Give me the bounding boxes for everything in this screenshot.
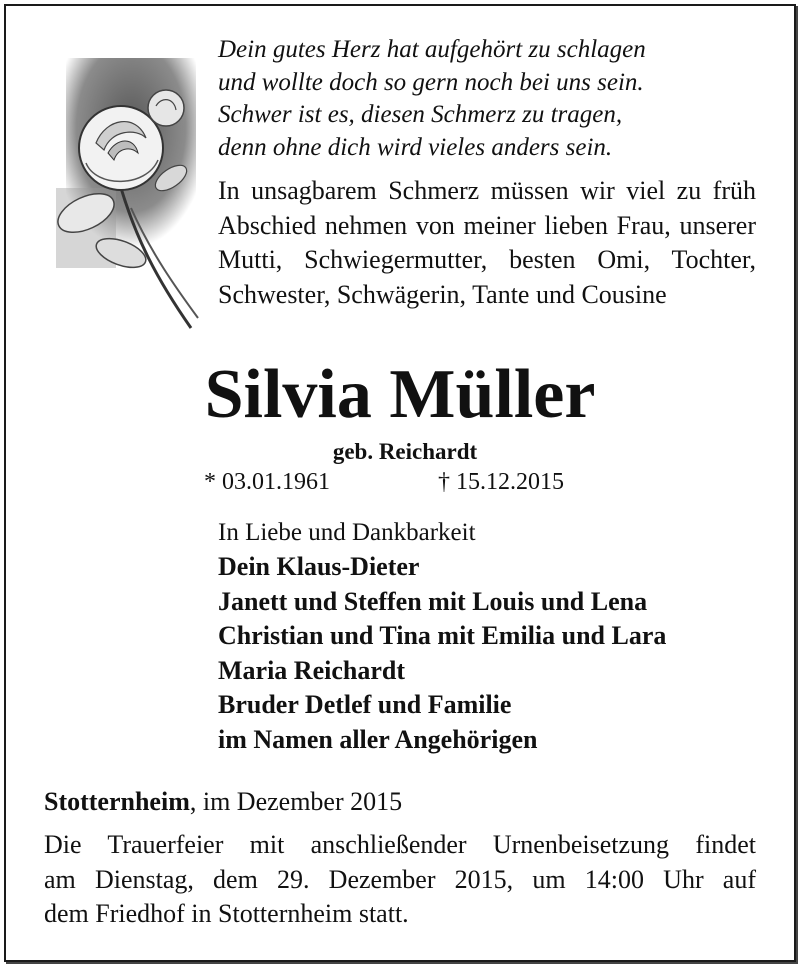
poem-line: und wollte doch so gern noch bei uns sein. (218, 68, 644, 96)
poem-line: denn ohne dich wird vieles anders sein. (218, 133, 613, 161)
service-line: Die Trauerfeier mit anschließender Urnenbeisetzung findet (44, 830, 756, 859)
service-line: am Dienstag, dem 29. Dezember 2015, um 14:00 Uhr auf (44, 864, 756, 894)
birth-date: * 03.01.1961 (204, 469, 330, 495)
mourner-line: Dein Klaus-Dieter (218, 552, 420, 581)
mourner-line: im Namen aller Angehörigen (218, 724, 538, 754)
poem (218, 34, 778, 164)
place-date (44, 786, 402, 818)
mourners-lead: In Liebe und Dankbarkeit (218, 519, 476, 546)
mourners-block (218, 516, 778, 758)
place-town: Stotternheim (44, 787, 190, 816)
mourner-line: Maria Reichardt (218, 655, 406, 685)
mourner-line: Bruder Detlef und Familie (218, 690, 512, 720)
maiden-name: geb. Reichardt (332, 439, 478, 464)
intro-text: In unsagbarem Schmerz müssen wir viel zu früh Abschied nehmen von meiner lieben Frau, unserer Mutti, Schwiegermutter, besten Omi, Tochter, Schwester, Schwägerin, Tante und Cousine (218, 176, 756, 309)
deceased-name: Silvia Müller (204, 356, 596, 433)
death-date: † 15.12.2015 (438, 469, 564, 495)
rose-icon (26, 38, 206, 338)
place-date-text: , im Dezember 2015 (189, 787, 403, 816)
poem-line: Dein gutes Herz hat aufgehört zu schlagen (218, 36, 646, 63)
poem-line: Schwer ist es, diesen Schmerz zu tragen, (218, 101, 623, 128)
service-info (44, 828, 756, 932)
service-line: dem Friedhof in Stotternheim statt. (44, 899, 409, 928)
mourner-line: Janett und Steffen mit Louis und Lena (218, 586, 648, 616)
mourner-line: Christian und Tina mit Emilia und Lara (218, 621, 667, 651)
